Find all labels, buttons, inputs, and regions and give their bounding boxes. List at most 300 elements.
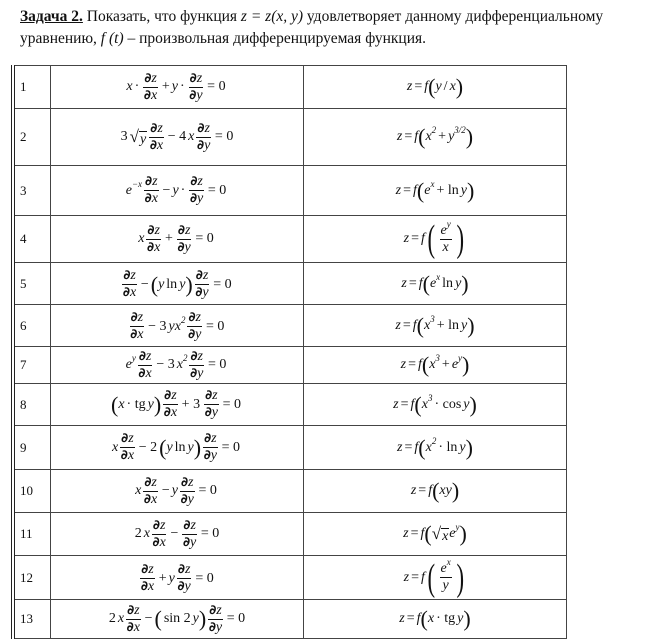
math-variable: e: [449, 526, 456, 541]
math-variable: y: [190, 534, 197, 550]
math-variable: x: [188, 129, 195, 144]
math-variable: y: [435, 79, 442, 94]
partial-symbol: ∂: [123, 268, 131, 283]
partial-symbol: ∂: [138, 348, 146, 364]
math-variable: z: [160, 517, 166, 533]
math-variable: y: [448, 129, 455, 144]
row-number: 10: [13, 470, 51, 513]
math-variable: x: [442, 239, 449, 255]
partial-symbol: ∂: [177, 239, 185, 255]
function-form: [411, 480, 459, 502]
math-superscript: y: [446, 218, 451, 229]
partial-symbol: ∂: [177, 222, 185, 238]
math-operator: ln: [166, 276, 178, 292]
partial-symbol: ∂: [150, 120, 158, 136]
row-number: 8: [13, 384, 51, 426]
numerator: [440, 218, 452, 240]
math-operator: − 4: [167, 129, 187, 144]
task-text: удовлетворяет данному дифференциальному уравнению,: [20, 8, 604, 47]
math-superscript: 3: [430, 313, 435, 324]
math-variable: z: [154, 222, 160, 238]
partial-symbol: ∂: [177, 562, 185, 577]
math-variable: x: [151, 491, 158, 507]
partial-symbol: ∂: [126, 619, 134, 635]
math-operator: · tg: [436, 611, 456, 626]
numerator: [126, 603, 141, 620]
partial-derivative: [189, 349, 204, 382]
math-variable: e: [125, 357, 132, 372]
row-number: 11: [13, 513, 51, 556]
sqrt-radicand: y: [140, 132, 147, 147]
denominator: [188, 327, 201, 343]
math-operator: = 0: [221, 439, 241, 455]
partial-symbol: ∂: [122, 285, 130, 300]
numerator: [146, 223, 161, 240]
math-variable: x: [126, 79, 133, 94]
table-row: [13, 216, 567, 263]
math-variable: y: [187, 491, 194, 507]
numerator: [180, 475, 195, 492]
partial-derivative: [195, 268, 210, 301]
math-variable: x: [154, 239, 161, 255]
numerator: [149, 121, 164, 138]
math-variable: x: [170, 405, 178, 420]
partial-symbol: ∂: [163, 405, 171, 420]
solution-cell: [304, 305, 567, 347]
equation-cell: [51, 426, 304, 470]
row-number: 9: [13, 426, 51, 470]
partial-symbol: ∂: [143, 491, 151, 507]
denominator: [197, 138, 210, 154]
math-paren: (: [422, 270, 430, 296]
function-form: [397, 126, 473, 148]
math-variable: z: [204, 120, 210, 136]
partial-symbol: ∂: [197, 120, 205, 136]
partial-symbol: ∂: [182, 534, 191, 550]
math-variable: e: [125, 182, 132, 198]
solution-cell: [304, 166, 567, 216]
partial-derivative: [138, 349, 153, 382]
numerator: [163, 388, 178, 405]
math-variable: y: [215, 619, 223, 635]
math-superscript: 3: [435, 353, 440, 363]
numerator: [144, 174, 159, 191]
partial-derivative: [204, 388, 219, 421]
math-paren: ): [459, 521, 467, 546]
math-operator: = 0: [195, 231, 214, 246]
solution-cell: [304, 600, 567, 639]
math-variable: z: [188, 474, 194, 490]
partial-derivative: [122, 268, 137, 301]
denominator: [190, 191, 203, 207]
partial-derivative: [126, 603, 141, 636]
denominator: [177, 240, 190, 256]
math-superscript: 2: [182, 353, 188, 363]
math-operator: +: [161, 79, 170, 94]
solution-cell: [304, 513, 567, 556]
denominator: [147, 240, 160, 256]
function-form: [399, 608, 470, 630]
math-operator: −: [170, 526, 179, 541]
math-paren: ): [465, 434, 473, 460]
equation-cell: [51, 263, 304, 305]
differential-equation: [126, 349, 229, 382]
math-variable: z: [190, 517, 196, 533]
math-variable: f: [417, 357, 422, 372]
partial-symbol: ∂: [120, 448, 128, 463]
math-paren: ): [185, 271, 193, 297]
math-paren: (: [110, 391, 119, 417]
differential-equation: [119, 121, 236, 154]
differential-equation: [111, 388, 243, 421]
math-variable: y: [158, 276, 165, 292]
math-variable: z: [151, 70, 157, 86]
math-sqrt: [130, 127, 148, 147]
math-variable: z: [152, 174, 158, 189]
math-operator: 2: [134, 526, 142, 541]
math-variable: x: [118, 396, 125, 412]
partial-derivative: [177, 223, 192, 256]
math-operator: /: [443, 79, 448, 94]
partial-symbol: ∂: [195, 285, 203, 300]
table-row: [13, 470, 567, 513]
math-fraction: [440, 218, 452, 256]
math-variable: x: [424, 317, 431, 333]
math-superscript: 2: [180, 314, 186, 325]
numerator: [143, 71, 158, 88]
math-operator: =: [408, 275, 417, 291]
partial-symbol: ∂: [195, 268, 203, 283]
math-variable: f: [412, 317, 417, 333]
table-row: [13, 263, 567, 305]
math-variable: z: [157, 120, 163, 136]
sqrt-sign: √: [129, 127, 140, 146]
math-variable: x: [137, 327, 144, 342]
sqrt-sign: √: [431, 524, 442, 543]
math-variable: y: [187, 439, 194, 455]
math-operator: = 0: [207, 79, 226, 94]
denominator: [195, 285, 208, 301]
partial-symbol: ∂: [197, 137, 205, 153]
differential-equation: [107, 603, 247, 636]
math-variable: y: [195, 327, 202, 342]
partial-symbol: ∂: [130, 310, 138, 325]
math-variable: z: [403, 231, 410, 246]
math-operator: = 0: [226, 611, 246, 626]
math-variable: z: [212, 388, 218, 403]
math-superscript: x: [436, 271, 441, 282]
math-variable: z: [400, 357, 407, 372]
math-variable: x: [421, 396, 428, 412]
math-paren: (: [418, 434, 426, 460]
denominator: [145, 191, 158, 207]
table-row: [13, 513, 567, 556]
math-superscript: x: [446, 557, 451, 567]
math-variable: f: [424, 79, 429, 94]
row-number: 6: [13, 305, 51, 347]
task-label: Задача 2.: [20, 8, 83, 25]
function-form: [393, 391, 477, 417]
math-variable: x: [127, 448, 135, 463]
math-variable: z: [130, 268, 136, 283]
partial-derivative: [144, 174, 159, 207]
math-operator: = 0: [214, 129, 234, 144]
math-variable: z: [137, 310, 144, 325]
solution-cell: [304, 384, 567, 426]
differential-equation: [120, 268, 233, 301]
math-variable: f: [410, 396, 415, 412]
partial-derivative: [152, 518, 167, 551]
math-operator: +: [164, 231, 173, 246]
math-variable: z: [171, 388, 177, 403]
partial-derivative: [130, 310, 145, 343]
numerator: [130, 310, 145, 327]
partial-symbol: ∂: [149, 137, 157, 153]
math-variable: y: [457, 611, 464, 626]
partial-symbol: ∂: [177, 579, 185, 594]
math-variable: y: [184, 239, 191, 255]
partial-symbol: ∂: [147, 222, 155, 238]
math-paren: (: [424, 521, 432, 546]
math-operator: =: [400, 396, 409, 412]
math-paren: ): [461, 270, 469, 296]
partial-derivative: [149, 121, 164, 154]
row-number: 7: [13, 347, 51, 384]
math-superscript: 2: [431, 125, 437, 135]
task-math: z = z(x, y): [240, 8, 304, 25]
row-number: 12: [13, 556, 51, 600]
function-form: [407, 76, 463, 98]
math-variable: yx: [168, 318, 181, 334]
partial-symbol: ∂: [180, 491, 188, 507]
math-paren: (: [414, 391, 422, 417]
partial-derivative: [180, 475, 195, 508]
math-operator: 3: [120, 129, 128, 144]
math-variable: z: [403, 569, 410, 585]
math-operator: − 3: [156, 357, 175, 372]
math-variable: f: [420, 231, 425, 246]
math-variable: y: [171, 79, 178, 94]
function-form: [397, 434, 473, 460]
math-paren: (: [427, 556, 435, 599]
function-form: [401, 354, 470, 376]
math-paren: (: [428, 74, 436, 99]
math-operator: ln: [174, 439, 186, 455]
math-variable: e: [424, 182, 431, 198]
partial-symbol: ∂: [141, 562, 149, 577]
math-variable: y: [147, 396, 154, 412]
math-variable: z: [151, 474, 157, 490]
math-operator: = 0: [195, 570, 214, 586]
equation-cell: [51, 513, 304, 556]
math-variable: z: [128, 431, 134, 446]
math-operator: −: [162, 182, 171, 198]
partial-symbol: ∂: [189, 191, 198, 206]
math-superscript: −x: [131, 178, 143, 189]
partial-symbol: ∂: [152, 517, 160, 533]
math-variable: x: [117, 611, 125, 626]
math-variable: f: [413, 182, 417, 198]
numerator: [122, 268, 137, 285]
math-variable: z: [148, 562, 154, 577]
partial-symbol: ∂: [209, 602, 217, 618]
math-variable: z: [401, 275, 407, 291]
solution-cell: [304, 109, 567, 166]
differential-equation: [126, 71, 227, 104]
table-row: [13, 66, 567, 109]
math-operator: = 0: [222, 396, 242, 412]
differential-equation: [135, 475, 219, 508]
math-paren: ): [456, 218, 464, 260]
partial-derivative: [203, 431, 218, 464]
numerator: [143, 475, 158, 492]
denominator: [141, 579, 154, 595]
math-variable: z: [195, 310, 201, 325]
math-operator: 2: [108, 611, 116, 626]
partial-derivative: [187, 310, 202, 343]
equation-cell: [51, 66, 304, 109]
partial-symbol: ∂: [180, 474, 189, 490]
math-paren: ): [466, 177, 475, 203]
math-variable: x: [138, 231, 145, 246]
math-fraction: [440, 557, 452, 594]
math-operator: =: [404, 129, 413, 144]
math-paren: (: [416, 177, 425, 203]
denominator: [164, 405, 177, 421]
partial-symbol: ∂: [190, 365, 198, 381]
task-text: – произвольная дифференцируемая функция.: [127, 30, 427, 47]
math-paren: (: [416, 312, 424, 338]
math-operator: =: [406, 611, 415, 626]
math-variable: z: [395, 317, 401, 333]
math-variable: y: [197, 365, 204, 381]
denominator: [189, 88, 202, 104]
partial-derivative: [143, 71, 158, 104]
math-variable: x: [135, 483, 142, 498]
denominator: [123, 285, 136, 301]
table-row: [13, 347, 567, 384]
math-variable: f: [414, 439, 419, 455]
math-operator: ln: [442, 275, 454, 291]
function-form: [395, 312, 475, 338]
math-variable: x: [156, 137, 164, 153]
partial-symbol: ∂: [183, 517, 191, 533]
numerator: [204, 388, 219, 405]
equation-cell: [51, 216, 304, 263]
math-variable: y: [461, 317, 468, 333]
math-operator: −: [144, 611, 153, 626]
function-form: [403, 523, 467, 545]
numerator: [187, 310, 202, 327]
partial-symbol: ∂: [143, 87, 151, 103]
math-variable: z: [134, 602, 140, 618]
math-variable: z: [197, 174, 203, 189]
math-variable: y: [171, 483, 178, 498]
math-variable: x: [429, 357, 436, 372]
table-row: [13, 166, 567, 216]
math-variable: x: [425, 439, 432, 455]
task-text: Показать, что функция: [86, 8, 238, 25]
math-variable: x: [151, 191, 158, 206]
partial-symbol: ∂: [205, 388, 213, 403]
numerator: [189, 71, 204, 88]
math-operator: =: [418, 483, 427, 498]
math-variable: z: [399, 611, 405, 626]
numerator: [440, 557, 452, 578]
math-variable: x: [147, 579, 155, 594]
denominator: [127, 620, 140, 636]
math-variable: e: [440, 561, 447, 576]
numerator: [177, 562, 192, 579]
equation-cell: [51, 470, 304, 513]
partial-symbol: ∂: [140, 579, 148, 594]
denominator: [181, 492, 194, 508]
solution-cell: [304, 263, 567, 305]
math-operator: = 0: [207, 182, 227, 198]
table-row: [13, 109, 567, 166]
function-form: [403, 556, 467, 599]
differential-equation: [112, 431, 242, 464]
numerator: [177, 223, 192, 240]
math-variable: z: [184, 222, 191, 238]
math-variable: z: [145, 348, 152, 364]
math-superscript: y: [458, 353, 463, 363]
partial-symbol: ∂: [208, 619, 216, 635]
math-operator: − 3: [148, 318, 167, 334]
math-superscript: 3: [427, 392, 433, 403]
math-variable: e: [440, 222, 447, 238]
math-variable: x: [143, 526, 150, 541]
denominator: [177, 579, 190, 595]
math-paren: ): [469, 391, 477, 417]
math-operator: =: [408, 357, 416, 372]
math-variable: y: [197, 191, 204, 206]
task-statement: [20, 6, 650, 50]
math-variable: z: [211, 431, 217, 446]
math-paren: (: [432, 478, 440, 503]
partial-symbol: ∂: [121, 431, 129, 446]
partial-derivative: [163, 388, 178, 421]
denominator: [144, 492, 157, 508]
math-variable: z: [410, 483, 417, 498]
numerator: [208, 603, 223, 620]
partial-derivative: [189, 174, 204, 207]
math-operator: =: [410, 526, 419, 541]
math-operator: = 0: [213, 276, 232, 292]
math-variable: z: [196, 70, 203, 86]
math-variable: f: [420, 526, 425, 541]
row-number: 1: [13, 66, 51, 109]
math-variable: y: [442, 578, 449, 593]
math-variable: z: [406, 79, 413, 94]
math-operator: =: [411, 569, 419, 585]
row-number: 13: [13, 600, 51, 639]
partial-derivative: [146, 223, 161, 256]
numerator: [152, 518, 167, 535]
math-variable: e: [429, 275, 437, 291]
denominator: [190, 366, 203, 382]
math-variable: f: [414, 129, 419, 144]
partial-derivative: [196, 121, 211, 154]
math-operator: +: [438, 129, 447, 144]
math-operator: · tg: [126, 396, 146, 412]
partial-symbol: ∂: [204, 405, 212, 420]
math-paren: ): [465, 124, 474, 149]
math-variable: y: [204, 137, 211, 153]
numerator: [140, 562, 155, 579]
math-variable: x: [427, 611, 435, 626]
math-paren: ): [153, 391, 162, 417]
